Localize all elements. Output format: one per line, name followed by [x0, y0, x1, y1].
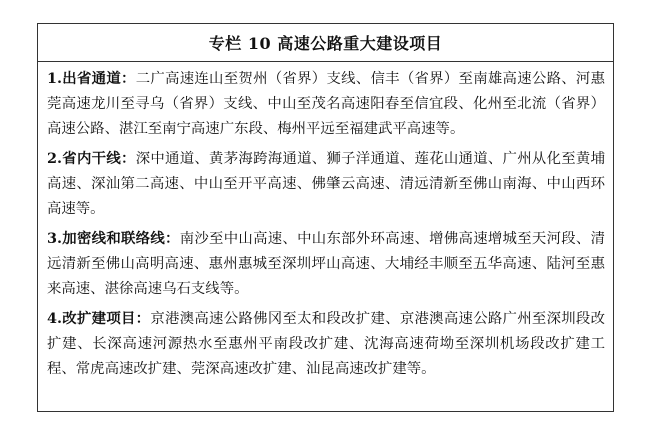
item-label: 4.改扩建项目：	[47, 310, 151, 327]
item-densification-and-link-lines	[47, 226, 605, 302]
column-body	[38, 62, 613, 382]
item-text: 南沙至中山高速、中山东部外环高速、增佛高速增城至天河段、清远清新至佛山高明高速、惠州惠城至深圳坪山高速、大埔经丰顺至五华高速、陆河至惠来高速、湛徐高速乌石支线等。	[47, 231, 605, 297]
item-outbound-channels	[47, 66, 605, 142]
item-text: 京港澳高速公路佛冈至太和段改扩建、京港澳高速公路广州至深圳段改扩建、长深高速河源热水至惠州平南段改扩建、沈海高速荷坳至深圳机场段改扩建工程、常虎高速改扩建、莞深高速改扩建、汕昆高速改扩建等。	[47, 311, 605, 377]
item-text: 深中通道、黄茅海跨海通道、狮子洋通道、莲花山通道、广州从化至黄埔高速、深汕第二高速、中山至开平高速、佛肇云高速、清远清新至佛山南海、中山西环高速等。	[47, 151, 605, 217]
special-column-box	[37, 23, 614, 412]
column-title: 专栏 10 高速公路重大建设项目	[38, 24, 613, 62]
item-label: 1.出省通道：	[47, 70, 136, 87]
item-reconstruction-expansion	[47, 306, 605, 382]
item-provincial-trunk-lines	[47, 146, 605, 222]
item-text: 二广高速连山至贺州（省界）支线、信丰（省界）至南雄高速公路、河惠莞高速龙川至寻乌（省界）支线、中山至茂名高速阳春至信宜段、化州至北流（省界）高速公路、湛江至南宁高速广东段、梅州平远至福建武平高速等。	[47, 71, 605, 137]
item-label: 2.省内干线：	[47, 150, 136, 167]
item-label: 3.加密线和联络线：	[47, 230, 180, 247]
